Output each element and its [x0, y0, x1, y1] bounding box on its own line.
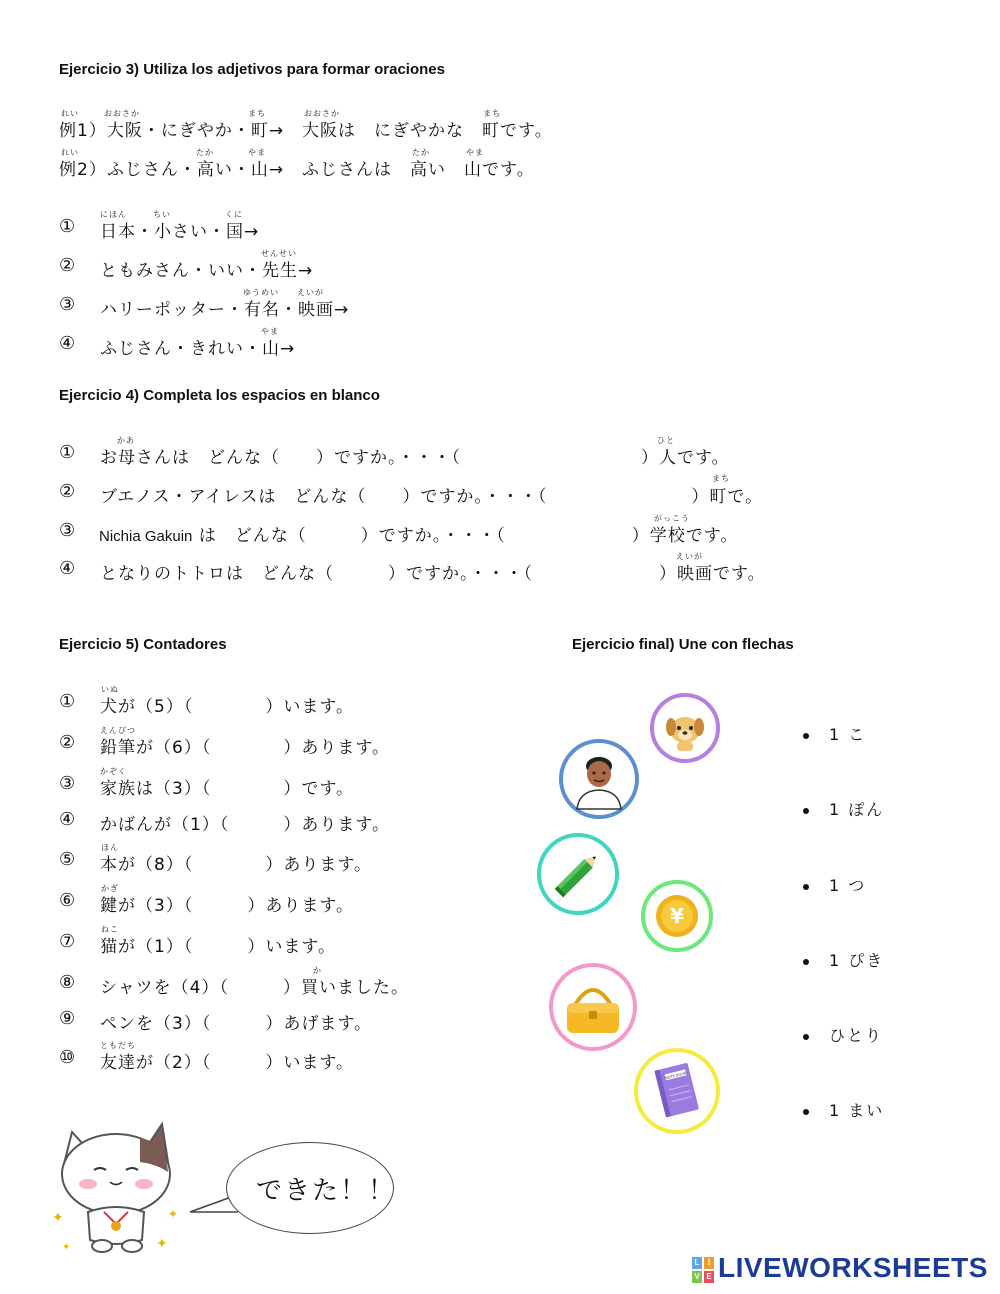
ruby: やま: [261, 327, 279, 336]
option-item[interactable]: [803, 948, 884, 971]
bullet-dot: [803, 884, 809, 890]
item-number: ③: [59, 294, 76, 315]
ruby: ともだち: [100, 1041, 136, 1050]
option-label: 1 まい: [829, 1101, 885, 1120]
ruby: まち: [712, 474, 730, 483]
dog-icon: [654, 697, 716, 759]
svg-text:✦: ✦: [168, 1207, 179, 1221]
ex5-item-7: 猫が（1）（ ）います。: [100, 937, 336, 957]
ruby: せんせい: [261, 249, 297, 258]
notebook-icon: [638, 1052, 716, 1130]
option-label: 1 つ: [829, 876, 867, 895]
ruby: か: [313, 966, 322, 975]
bullet-dot: [803, 1034, 809, 1040]
yen-coin-icon: [645, 884, 709, 948]
liveworksheets-logo-icon: [692, 1257, 714, 1283]
ex5-item-3: 家族は（3）（ ）です。: [100, 779, 354, 799]
ruby: かぞく: [100, 767, 127, 776]
pencil-picture[interactable]: [537, 833, 619, 915]
svg-text:✦: ✦: [156, 1236, 168, 1252]
option-label: 1 ぽん: [829, 800, 885, 819]
option-label: 1 こ: [829, 725, 867, 744]
ruby: かあ: [117, 436, 135, 445]
coin-picture[interactable]: [641, 880, 713, 952]
item-number: ⑧: [59, 972, 76, 993]
ex4-item-2: ブエノス・アイレスは どんな（ ）ですか。・・・（ ）町で。: [100, 487, 764, 507]
liveworksheets-logo[interactable]: LIVEWORKSHEETS: [718, 1252, 988, 1283]
item-number: ②: [59, 481, 76, 502]
ex5-item-5: 本が（8）（ ）あります。: [100, 855, 372, 875]
ruby: かぎ: [101, 884, 119, 893]
ex4-item-3-text: は どんな（ ）ですか。・・・（ ）学校です。: [192, 526, 739, 546]
ex5-item-6: 鍵が（3）（ ）あります。: [100, 896, 354, 916]
ruby: えんぴつ: [100, 726, 136, 735]
cat-mascot-icon: [44, 1112, 194, 1262]
item-number: ④: [59, 809, 76, 830]
bag-icon: [553, 967, 633, 1047]
item-number: ⑩: [59, 1047, 76, 1068]
ex5-item-1: 犬が（5）（ ）います。: [100, 697, 354, 717]
item-number: ③: [59, 773, 76, 794]
ruby: やま: [466, 148, 484, 157]
bag-picture[interactable]: [549, 963, 637, 1051]
item-number: ②: [59, 732, 76, 753]
item-number: ⑤: [59, 849, 76, 870]
ruby: たか: [412, 148, 430, 157]
ex4-item-4: となりのトトロは どんな（ ）ですか。・・・（ ）映画です。: [100, 564, 766, 584]
ex5-title: Ejercicio 5) Contadores: [59, 636, 227, 653]
example-2: 例2）ふじさん・高い・山→ ふじさんは 高い 山です。: [59, 160, 535, 180]
item-number: ①: [59, 691, 76, 712]
ruby: がっこう: [654, 514, 690, 523]
ex4-title: Ejercicio 4) Completa los espacios en blanco: [59, 387, 380, 404]
ruby: ひと: [657, 436, 675, 445]
logo-tile: I: [704, 1257, 714, 1269]
option-label: 1 ぴき: [829, 951, 885, 970]
ruby: ちい: [153, 210, 171, 219]
item-number: ④: [59, 333, 76, 354]
logo-tile: E: [704, 1271, 714, 1283]
ex3-item-3: ハリーポッター・有名・映画→: [100, 300, 350, 320]
option-item[interactable]: [803, 873, 866, 896]
ex5-item-9: ペンを（3）（ ）あげます。: [100, 1014, 372, 1034]
ruby: えいが: [297, 288, 324, 297]
ruby: くに: [225, 210, 243, 219]
ex5-item-4: かばんが（1）（ ）あります。: [100, 815, 390, 835]
item-number: ①: [59, 442, 76, 463]
ruby: おおさか: [104, 109, 140, 118]
final-title: Ejercicio final) Une con flechas: [572, 636, 794, 653]
person-picture[interactable]: [559, 739, 639, 819]
option-item[interactable]: [803, 722, 866, 745]
ex4-item-3: [99, 521, 738, 546]
svg-text:✦: ✦: [62, 1242, 71, 1253]
speech-text: できた！！: [256, 1176, 397, 1206]
item-number: ④: [59, 558, 76, 579]
ruby: ねこ: [101, 925, 119, 934]
svg-text:¥: ¥: [670, 904, 684, 928]
notebook-label: NOTE BOOK: [664, 1071, 687, 1081]
person-icon: [563, 743, 635, 815]
ruby: まち: [483, 109, 501, 118]
bullet-dot: [803, 733, 809, 739]
ruby: にほん: [100, 210, 127, 219]
logo-tile: V: [692, 1271, 702, 1283]
ruby: えいが: [676, 552, 703, 561]
bullet-dot: [803, 1109, 809, 1115]
ruby: ゆうめい: [243, 288, 279, 297]
school-name: Nichia Gakuin: [99, 528, 193, 545]
ex5-item-10: 友達が（2）（ ）います。: [100, 1053, 354, 1073]
item-number: ⑨: [59, 1008, 76, 1029]
option-label: ひとり: [829, 1026, 884, 1045]
logo-tile: L: [692, 1257, 702, 1269]
ruby: やま: [248, 148, 266, 157]
item-number: ③: [59, 520, 76, 541]
ruby: れい: [61, 148, 79, 157]
option-item[interactable]: [803, 1098, 884, 1121]
example-1: 例1）大阪・にぎやか・町→ 大阪は にぎやかな 町です。: [59, 121, 553, 141]
ruby: おおさか: [304, 109, 340, 118]
ex3-item-1: 日本・小さい・国→: [100, 222, 260, 242]
bullet-dot: [803, 959, 809, 965]
dog-picture[interactable]: [650, 693, 720, 763]
pencil-icon: [541, 837, 615, 911]
option-item[interactable]: [803, 1023, 883, 1046]
ruby: ほん: [101, 843, 119, 852]
ex3-item-4: ふじさん・きれい・山→: [100, 339, 296, 359]
bullet-dot: [803, 808, 809, 814]
ex4-item-1: お母さんは どんな（ ）ですか。・・・（ ）人です。: [100, 448, 730, 468]
ex5-item-2: 鉛筆が（6）（ ）あります。: [100, 738, 390, 758]
notebook-picture[interactable]: [634, 1048, 720, 1134]
ruby: たか: [196, 148, 214, 157]
ex3-title: Ejercicio 3) Utiliza los adjetivos para formar oraciones: [59, 61, 445, 78]
ruby: れい: [61, 109, 79, 118]
item-number: ①: [59, 216, 76, 237]
ruby: いぬ: [101, 685, 119, 694]
ex5-item-8: シャツを（4）（ ）買いました。: [100, 978, 409, 998]
item-number: ⑥: [59, 890, 76, 911]
option-item[interactable]: [803, 797, 884, 820]
ex3-item-2: ともみさん・いい・先生→: [100, 261, 314, 281]
svg-text:✦: ✦: [52, 1210, 64, 1226]
item-number: ②: [59, 255, 76, 276]
item-number: ⑦: [59, 931, 76, 952]
ruby: まち: [248, 109, 266, 118]
